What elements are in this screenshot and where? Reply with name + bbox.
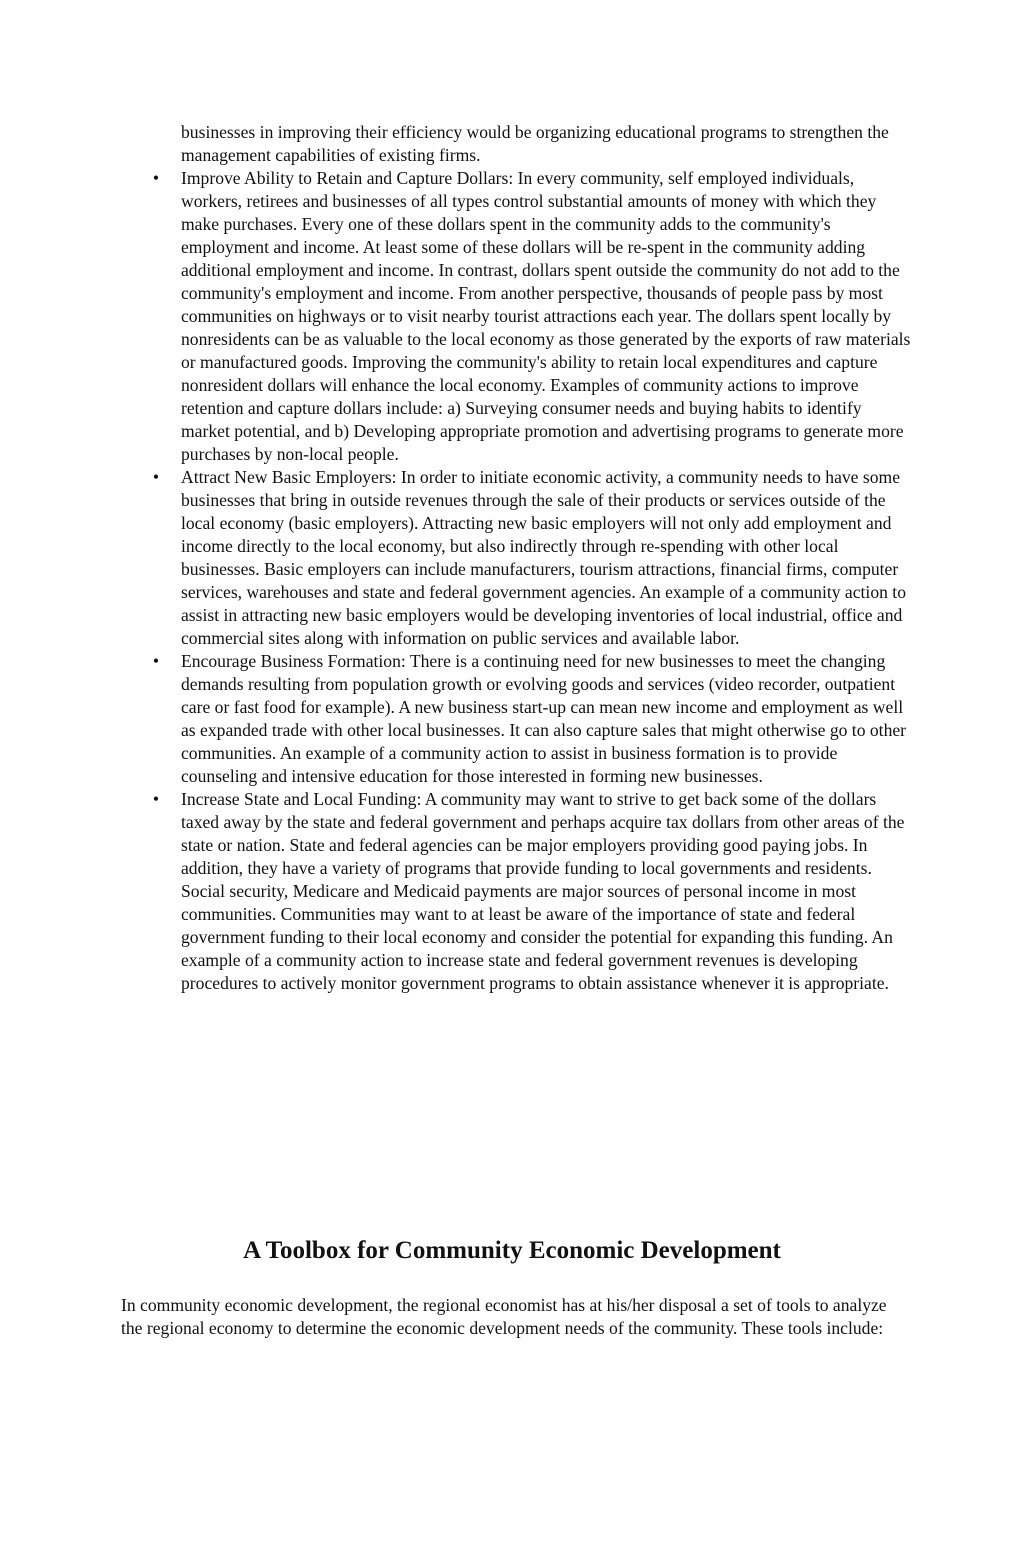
list-item xyxy=(152,167,911,466)
bullet-icon: • xyxy=(152,789,160,809)
bullet-text: Improve Ability to Retain and Capture Dollars: In every community, self employed individuals, workers, retirees and businesses of all types control substantial amounts of money with which they make purchases. Every one of these dollars spent in the community adds to the community's employment and income. At least some of these dollars will be re-spent in the community adding additional employment and income. In contrast, dollars spent outside the community do not add to the community's employment and income. From another perspective, thousands of people pass by most communities on highways or to visit nearby tourist attractions each year. The dollars spent locally by nonresidents can be as valuable to the local economy as those generated by the exports of raw materials or manufactured goods. Improving the community's ability to retain local expenditures and capture nonresident dollars will enhance the local economy. Examples of community actions to improve retention and capture dollars include: a) Surveying consumer needs and buying habits to identify market potential, and b) Developing appropriate promotion and advertising programs to generate more purchases by non-local people. xyxy=(181,168,911,464)
bullet-icon: • xyxy=(152,651,160,671)
intro-paragraph: In community economic development, the regional economist has at his/her disposal a set of tools to analyze the regional economy to determine the economic development needs of the community. These tools include: xyxy=(121,1295,887,1338)
bullet-icon: • xyxy=(152,467,160,487)
bullet-text: Encourage Business Formation: There is a continuing need for new businesses to meet the changing demands resulting from population growth or evolving goods and services (video recorder, outpatient care or fast food for example). A new business start-up can mean new income and employment as well as expanded trade with other local businesses. It can also capture sales that might otherwise go to other communities. An example of a community action to assist in business formation is to provide counseling and intensive education for those interested in forming new businesses. xyxy=(181,651,907,786)
bullet-text: Increase State and Local Funding: A community may want to strive to get back some of the dollars taxed away by the state and federal government and perhaps acquire tax dollars from other areas of the state or nation. State and federal agencies can be major employers providing good paying jobs. In addition, they have a variety of programs that provide funding to local governments and residents. Social security, Medicare and Medicaid payments are major sources of personal income in most communities. Communities may want to at least be aware of the importance of state and federal government funding to their local economy and consider the potential for expanding this funding. An example of a community action to increase state and federal government revenues is developing procedures to actively monitor government programs to obtain assistance whenever it is appropriate. xyxy=(181,789,905,993)
strategy-bullet-list xyxy=(152,167,911,995)
list-item xyxy=(152,466,911,650)
bullet-icon: • xyxy=(152,168,160,188)
continued-paragraph: businesses in improving their efficiency would be organizing educational programs to strengthen the management capabilities of existing firms. xyxy=(181,122,889,165)
list-item xyxy=(152,650,911,788)
bullet-text: Attract New Basic Employers: In order to initiate economic activity, a community needs to have some businesses that bring in outside revenues through the sale of their products or services outside of the local economy (basic employers). Attracting new basic employers will not only add employment and income directly to the local economy, but also indirectly through re-spending with other local businesses. Basic employers can include manufacturers, tourism attractions, financial firms, computer services, warehouses and state and federal government agencies. An example of a community action to assist in attracting new basic employers would be developing inventories of local industrial, office and commercial sites along with information on public services and available labor. xyxy=(181,467,906,648)
list-item xyxy=(152,788,911,995)
section-heading: A Toolbox for Community Economic Development xyxy=(243,1237,781,1264)
